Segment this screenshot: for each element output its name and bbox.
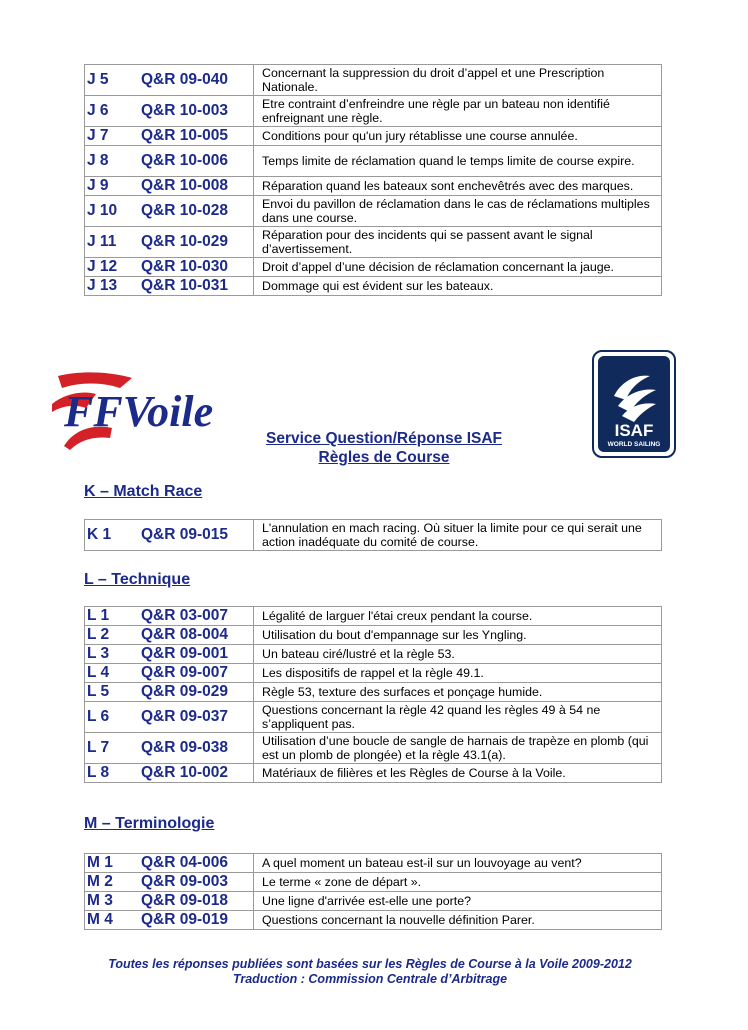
table-row	[85, 520, 662, 551]
qr-reference: Q&R 08-004	[137, 626, 254, 645]
qr-description: Utilisation d’une boucle de sangle de harnais de trapèze en plomb (qui est un plomb de plongée) et la règle 43.1(a).	[254, 733, 662, 764]
table-k	[84, 519, 662, 551]
table-row	[85, 645, 662, 664]
table-row	[85, 177, 662, 196]
qr-description: A quel moment un bateau est-il sur un louvoyage au vent?	[254, 854, 662, 873]
qr-id: L 4	[85, 664, 138, 683]
qr-description: Réparation quand les bateaux sont enchevêtrés avec des marques.	[254, 177, 662, 196]
table-l	[84, 606, 662, 783]
qr-id: L 5	[85, 683, 138, 702]
qr-description: Le terme « zone de départ ».	[254, 873, 662, 892]
qr-reference: Q&R 09-029	[137, 683, 254, 702]
qr-reference: Q&R 10-008	[137, 177, 254, 196]
qr-description: Questions concernant la règle 42 quand les règles 49 à 54 ne s’appliquent pas.	[254, 702, 662, 733]
footer-line1: Toutes les réponses publiées sont basées sur les Règles de Course à la Voile 2009-2012	[108, 957, 632, 971]
table-row	[85, 683, 662, 702]
qr-description: Légalité de larguer l'étai creux pendant la course.	[254, 607, 662, 626]
service-title	[0, 429, 728, 467]
qr-description: Droit d’appel d’une décision de réclamation concernant la jauge.	[254, 258, 662, 277]
qr-id: L 7	[85, 733, 138, 764]
table-row	[85, 733, 662, 764]
qr-id: M 2	[85, 873, 138, 892]
qr-reference: Q&R 03-007	[137, 607, 254, 626]
isaf-logo-text: ISAF	[614, 421, 654, 440]
qr-reference: Q&R 09-038	[137, 733, 254, 764]
qr-id: L 6	[85, 702, 138, 733]
qr-id: K 1	[85, 520, 138, 551]
table-row	[85, 911, 662, 930]
table-row	[85, 764, 662, 783]
qr-id: M 4	[85, 911, 138, 930]
qr-id: L 3	[85, 645, 138, 664]
qr-description: Dommage qui est évident sur les bateaux.	[254, 277, 662, 296]
footer-line2: Traduction : Commission Centrale d’Arbitrage	[232, 972, 508, 986]
service-title-line1: Service Question/Réponse ISAF	[265, 430, 502, 447]
isaf-logo-subtext: WORLD SAILING	[607, 441, 661, 448]
qr-reference: Q&R 09-015	[137, 520, 254, 551]
qr-description: Concernant la suppression du droit d’appel et une Prescription Nationale.	[254, 65, 662, 96]
qr-id: L 8	[85, 764, 138, 783]
table-row	[85, 96, 662, 127]
qr-id: J 12	[85, 258, 138, 277]
qr-reference: Q&R 09-037	[137, 702, 254, 733]
table-row	[85, 892, 662, 911]
qr-description: Une ligne d'arrivée est-elle une porte?	[254, 892, 662, 911]
qr-reference: Q&R 09-040	[137, 65, 254, 96]
qr-description: Réparation pour des incidents qui se passent avant le signal d’avertissement.	[254, 227, 662, 258]
footer	[60, 957, 680, 987]
qr-description: Matériaux de filières et les Règles de Course à la Voile.	[254, 764, 662, 783]
qr-id: J 9	[85, 177, 138, 196]
table-m	[84, 853, 662, 930]
qr-reference: Q&R 10-029	[137, 227, 254, 258]
qr-reference: Q&R 09-001	[137, 645, 254, 664]
ffvoile-logo-text: FFVoile	[64, 387, 214, 436]
qr-description: Questions concernant la nouvelle définition Parer.	[254, 911, 662, 930]
qr-reference: Q&R 10-005	[137, 127, 254, 146]
table-row	[85, 277, 662, 296]
qr-description: Utilisation du bout d'empannage sur les Yngling.	[254, 626, 662, 645]
qr-id: J 8	[85, 146, 138, 177]
table-row	[85, 127, 662, 146]
table-row	[85, 873, 662, 892]
qr-reference: Q&R 10-006	[137, 146, 254, 177]
qr-description: Les dispositifs de rappel et la règle 49.1.	[254, 664, 662, 683]
qr-reference: Q&R 09-003	[137, 873, 254, 892]
qr-description: Règle 53, texture des surfaces et ponçage humide.	[254, 683, 662, 702]
section-title-match-race: K – Match Race	[84, 483, 203, 500]
qr-description: Temps limite de réclamation quand le temps limite de course expire.	[254, 146, 662, 177]
table-j	[84, 64, 662, 296]
qr-reference: Q&R 10-028	[137, 196, 254, 227]
section-title-terminologie: M – Terminologie	[84, 815, 215, 832]
table-row	[85, 65, 662, 96]
qr-reference: Q&R 09-007	[137, 664, 254, 683]
qr-id: J 6	[85, 96, 138, 127]
table-row	[85, 854, 662, 873]
qr-id: J 11	[85, 227, 138, 258]
qr-description: Etre contraint d’enfreindre une règle par un bateau non identifié enfreignant une règle.	[254, 96, 662, 127]
table-row	[85, 626, 662, 645]
qr-reference: Q&R 04-006	[137, 854, 254, 873]
qr-id: J 7	[85, 127, 138, 146]
table-row	[85, 258, 662, 277]
qr-reference: Q&R 10-003	[137, 96, 254, 127]
qr-id: J 10	[85, 196, 138, 227]
qr-reference: Q&R 10-002	[137, 764, 254, 783]
table-row	[85, 227, 662, 258]
table-row	[85, 607, 662, 626]
service-title-line2: Règles de Course	[318, 449, 450, 466]
table-row	[85, 664, 662, 683]
qr-reference: Q&R 10-030	[137, 258, 254, 277]
qr-description: L'annulation en mach racing. Où situer la limite pour ce qui serait une action inadéquate du comité de course.	[254, 520, 662, 551]
qr-description: Envoi du pavillon de réclamation dans le cas de réclamations multiples dans une course.	[254, 196, 662, 227]
qr-id: J 13	[85, 277, 138, 296]
qr-id: J 5	[85, 65, 138, 96]
table-row	[85, 146, 662, 177]
table-row	[85, 702, 662, 733]
section-title-technique: L – Technique	[84, 571, 191, 588]
qr-id: M 1	[85, 854, 138, 873]
qr-id: L 1	[85, 607, 138, 626]
qr-reference: Q&R 09-019	[137, 911, 254, 930]
qr-reference: Q&R 09-018	[137, 892, 254, 911]
qr-id: L 2	[85, 626, 138, 645]
qr-id: M 3	[85, 892, 138, 911]
table-row	[85, 196, 662, 227]
qr-description: Un bateau ciré/lustré et la règle 53.	[254, 645, 662, 664]
qr-reference: Q&R 10-031	[137, 277, 254, 296]
qr-description: Conditions pour qu'un jury rétablisse une course annulée.	[254, 127, 662, 146]
